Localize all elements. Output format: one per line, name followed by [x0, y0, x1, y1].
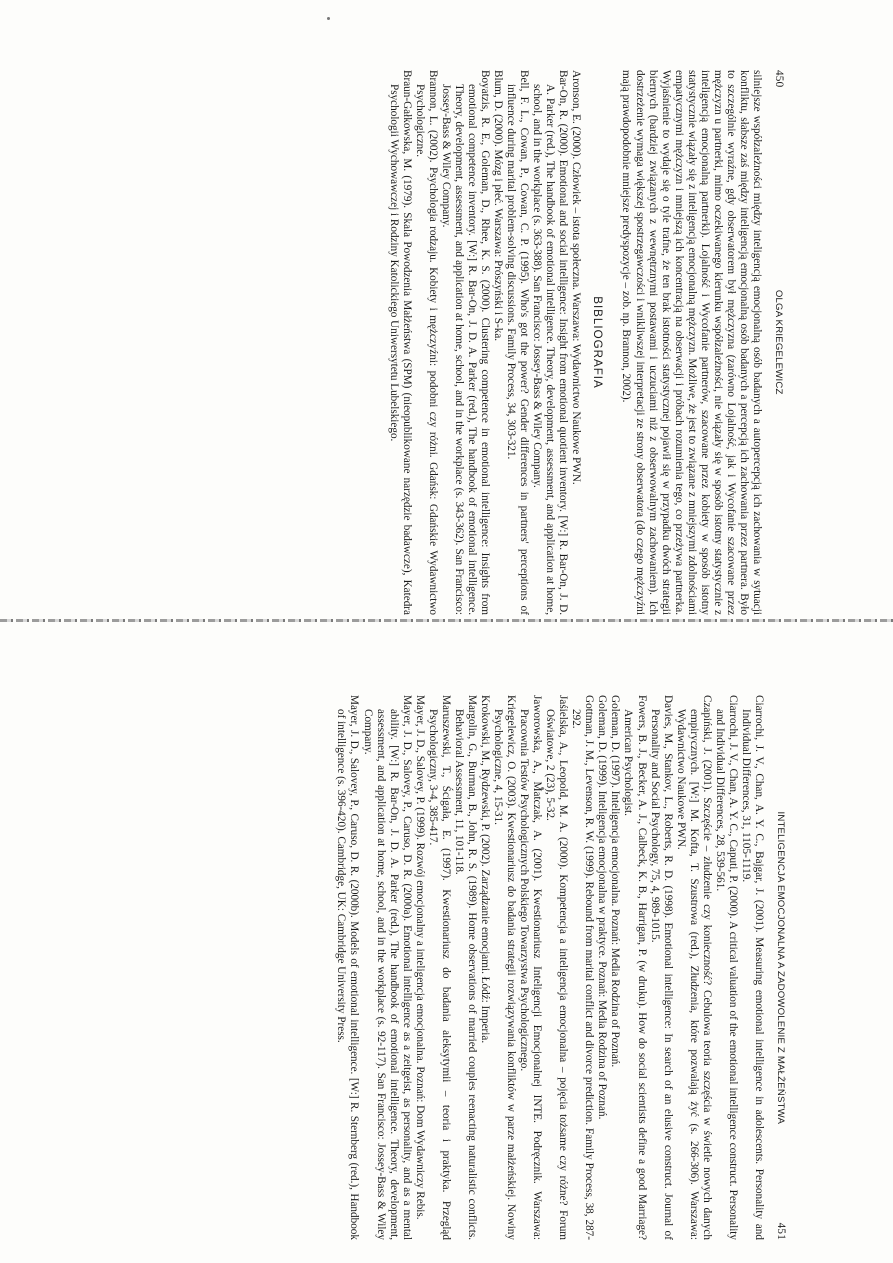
- running-head-title: INTELIGENCJA EMOCJONALNA A ZADOWOLENIE Z MAŁŻEŃSTWA: [775, 811, 786, 1125]
- page-451: [127, 695, 787, 1240]
- reference-item: Jaśielska, A., Leopold, M. A. (2000). Kompetencja a inteligencja emocjonalna – pojęcia tożsame czy różne? Forum Oświatowe, 2 (23), 5-32.: [544, 695, 570, 1240]
- reference-item: Davies, M., Stankov, L., Roberts, R. D. (1998). Emotional intelligence: In search of an elusive construct. Journal of Personality and Social Psychology, 75, 4, 989-1015.: [648, 695, 674, 1240]
- reference-item: Margolin, G., Burman, B., John, R. S. (1989). Home observations of married couples reenacting naturalistic conflicts. Behavioral Assessment, 11, 101-118.: [452, 695, 478, 1240]
- reference-item: Fowers, B. J., Becker, A. J., Calbeck, K. B., Harrigan, P. (w druku). How do social scientists define a good Marriage? American Psychologist.: [622, 695, 648, 1240]
- reference-list: [334, 695, 765, 1240]
- scan-speck: [327, 17, 330, 20]
- reference-item: Braun-Gałkowska, M. (1979). Skala Powodzenia Małżeństwa (SPM) (nieopublikowane narzędzie badawcze), Katedra Psychologii Wychowawczej i Rodziny Katolickiego Uniwersytetu Lubelskiego.: [387, 70, 413, 615]
- reference-item: Ciarrochi, J. V., Chan, A. Y. C., Caputi, P. (2000). A critical valuation of the emotional intelligence construct. Personality and Individual Differences, 28, 539-561.: [713, 695, 739, 1240]
- reference-item: Goleman, D. (1999). Inteligencja emocjonalna w praktyce. Poznań: Media Rodzina of Poznań.: [596, 695, 609, 1120]
- page-450: [125, 70, 785, 615]
- reference-item: Jaworowska, A., Matczak, A. (2001). Kwestionariusz Inteligencji Emocjonalnej INTE. Podręcznik. Warszawa: Pracownia Testów Psychologicznych Polskiego Towarzystwa Psychologicznego.: [518, 695, 544, 1240]
- page-number: 450: [773, 70, 785, 88]
- body-text: [619, 70, 763, 615]
- reference-item: Blum, D. (2000). Mózg i płeć. Warszawa: Prószyński i S-ka.: [492, 70, 505, 342]
- reference-item: Bar-On, R. (2000). Emotional and social intelligence: Insight from emotional quotient inventory. [W:] R. Bar-On, J. D. A. Parker (red.), The handbook of emotional intelligence. Theory, development, assessment, and application at home, school, and in the workplace (s. 363-388). San Francisco: Jossey-Bass & Wiley Company.: [531, 70, 570, 615]
- reference-item: Kriegelewicz, O. (2003). Kwestionariusz do badania strategii rozwiązywania konfliktów w parze małżeńskiej. Nowiny Psychologiczne, 4, 15-31.: [492, 695, 518, 1240]
- running-head: [774, 695, 787, 1240]
- reference-item: Goleman, D. (1997). Inteligencja emocjonalna. Poznań: Media Rodzina of Poznań.: [609, 695, 622, 1068]
- reference-item: Krokowski, M., Rydzewski, P. (2002). Zarządzanie emocjami. Łódź: Imperia.: [478, 695, 491, 1044]
- reference-item: Mayer, J. D., Salovey, P., Caruso, D. R. (2000b). Models of emotional intelligence. [W:] R. Sternberg (red.), Handbook of intelligence (s. 396-420). Cambridge, UK: Cambridge University Press.: [335, 695, 361, 1240]
- reference-item: Bell, F. L., Cowan, P., Cowan, C. P. (1995). Who's got the power? Gender differences in partners' perceptions of influence during marital problem-solving discussions. Family Process, 34, 303-321.: [505, 70, 531, 615]
- scan-gutter-line: [0, 619, 893, 622]
- reference-item: Ciarrochi, J. V., Chan, A. Y. C., Bajgar, J. (2001). Measuring emotional intelligence in adolescents. Personality and Individual Differences, 31, 1105-1119.: [739, 695, 765, 1240]
- reference-item: Maruszewski, T., Ścigała, E. (1997). Kwestionariusz do badania aleksytymii – teoria i praktyka. Przegląd Psychologiczny, 3-4, 385-417.: [426, 695, 452, 1240]
- reference-item: Brannon, L. (2002). Psychologia rodzaju. Kobiety i mężczyźni: podobni czy różni. Gdańsk: Gdańskie Wydawnictwo Psychologiczne.: [413, 70, 439, 615]
- running-head: [772, 70, 785, 615]
- reference-item: Mayer, J. D., Salovey, P. (1999). Rozwój emocjonalny a inteligencja emocjonalna. Poznań: Dom Wydawniczy Rebis.: [413, 695, 426, 1220]
- page-number: 451: [775, 1222, 787, 1240]
- reference-item: Aronson, E. (2000). Człowiek – istota społeczna. Warszawa: Wydawnictwo Naukowe PWN.: [570, 70, 583, 485]
- running-head-title: OLGA KRIEGELEWICZ: [773, 289, 784, 395]
- reference-item: Gottman, J. M., Levenson, R. W. (1999). Rebound from marital conflict and divorce prediction. Family Process, 38, 287-292.: [570, 695, 596, 1240]
- reference-list: [387, 70, 583, 615]
- paragraph: silniejsze współzależności między inteligencją emocjonalną osób badanych a autopercepcją ich zachowania w sytuacji konfliktu, słabsze zaś między inteligencją emocjonalną osób badanych a percepcją ich zachowania przez partnera. Było to szczególnie wyraźne, gdy obserwatorem był mężczyzna (zarówno Lojalność, jak i Wycofanie szacowane przez mężczyzn u partnerki, mimo oczekiwanego kierunku współzależności, nie wiązały się w sposób istotny statystycznie z inteligencją emocjonalną partnerki). Lojalność i Wycofanie partnerów, szacowane przez kobiety w sposób istotny statystycznie wiązały się z inteligencją emocjonalną mężczyzn. Możliwe, że jest to związane z mniejszymi zdolnościami empatycznymi mężczyzn i mniejszą ich koncentracją na obserwacji i próbach rozumienia tego, co przeżywa partnerka. Wyjaśnienie to wydaje się o tyle trafne, że ten brak istotności statystycznej pojawił się w przypadku dwóch strategii biernych (bardziej związanych z wewnętrznymi postawami i uczuciami niż z obserwowalnym zachowaniem). Ich dostrzeżenie wymaga większej spostrzegawczości i wnikliwszej interpretacji ze strony obserwatora (do czego mężczyźni mają prawdopodobnie mniejsze predyspozycje – zob. np. Brannon, 2002).: [620, 70, 763, 615]
- section-heading: BIBLIOGRAFIA: [591, 296, 605, 389]
- reference-item: Mayer, J. D., Salovey, P., Caruso, D. R. (2000a). Emotional intelligence as a zeitgeist, as personality, and as a mental ability. [W:] R. Bar-On, J. D. A. Parker (red.), The handbook of emotional intelligence. Theory, development, assessment, and application at home, school, and in the workplace (s. 92-117). San Francisco: Jossey-Bass & Wiley Company.: [361, 695, 413, 1240]
- reference-item: Boyatzis, R. E., Goleman, D., Rhee, K. S. (2000). Clustering competence in emotional intelligence: Insights from emotional competence inventory. [W:] R. Bar-On, J. D. A. Parker (red.), The handbook of emotional intelligence. Theory, development, assessment, and application at home, school, and in the workplace (s. 343-362). San Francisco: Jossey-Bass & Wiley Company.: [439, 70, 492, 615]
- reference-item: Czapiński, J. (2001). Szczęście – złudzenie czy konieczność? Cebulowa teoria szczęścia w świetle nowych danych empirycznych. [W:] M. Kofta, T. Szustrowa (red.), Złudzenia, które pozwalają żyć (s. 266-306). Warszawa: Wydawnictwo Naukowe PWN.: [674, 695, 713, 1240]
